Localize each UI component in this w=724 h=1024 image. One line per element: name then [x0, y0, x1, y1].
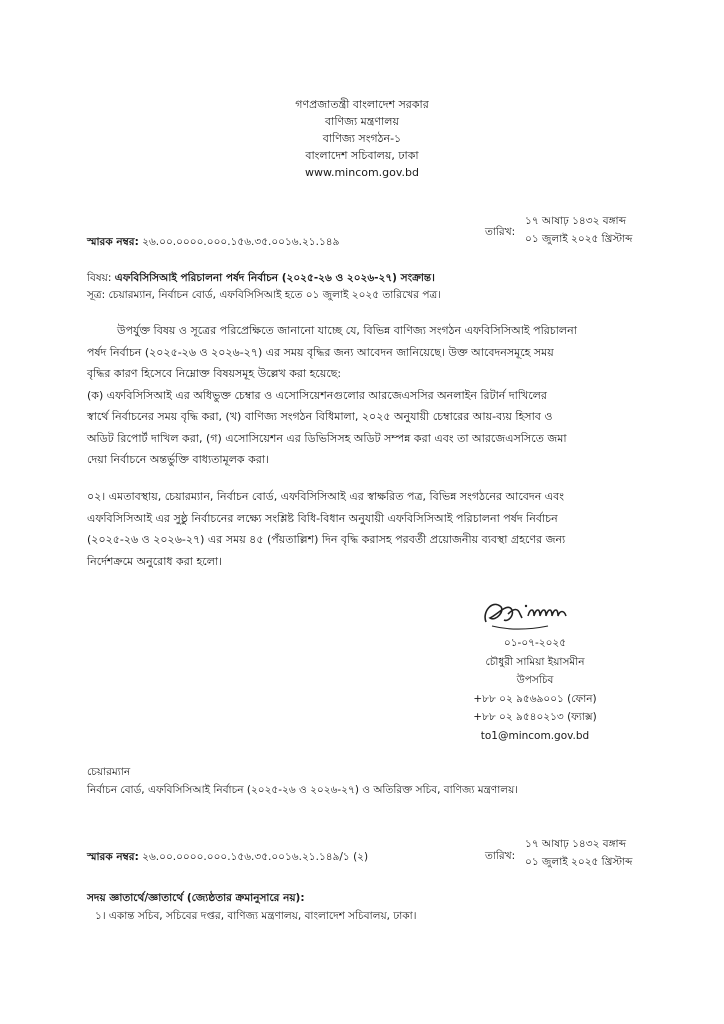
office-address: বাংলাদেশ সচিবালয়, ঢাকা: [305, 149, 419, 162]
website-link[interactable]: www.mincom.gov.bd: [304, 166, 420, 179]
date-label-2: তারিখ:: [485, 850, 516, 862]
paragraph-line: স্বার্থে নির্বাচনের সময় বৃদ্ধি করা, (খ) বাণিজ্য সংগঠন বিধিমালা, ২০২৫ অনুযায়ী চেম্বারের আয়-ব্যয় হিসাব ও: [87, 410, 553, 423]
recipient-detail: নির্বাচন বোর্ড, এফবিসিসিআই নির্বাচন (২০২৫-২৬ ও ২০২৬-২৭) ও অতিরিক্ত সচিব, বাণিজ্য মন্ত্রণালয়।: [87, 784, 519, 796]
paragraph-line: দেয়া নির্বাচনে অন্তর্ভুক্তি বাধ্যতামূলক করা।: [87, 453, 269, 466]
subject-block: [87, 270, 647, 304]
reference-label: সূত্র:: [87, 289, 106, 301]
body-paragraph-2: [87, 486, 647, 572]
signature-block: [455, 634, 615, 745]
paragraph-line: ০২। এমতাবস্থায়, চেয়ারম্যান, নির্বাচন বোর্ড, এফবিসিসিআই এর স্বাক্ষরিত পত্র, বিভিন্ন সংগঠনের আবেদন এবং: [87, 490, 564, 503]
date-block: [525, 212, 632, 248]
body-paragraph-1: [87, 320, 647, 471]
ministry-name: বাণিজ্য মন্ত্রণালয়: [325, 115, 399, 128]
paragraph-line: পর্ষদ নির্বাচন (২০২৫-২৬ ও ২০২৬-২৭) এর সময় বৃদ্ধির জন্য আবেদন জানিয়েছে। উক্ত আবেদনসমূহে সময়: [87, 345, 554, 359]
paragraph-line: (২০২৫-২৬ ও ২০২৬-২৭) এর সময় ৪৫ (পঁয়তাল্লিশ) দিন বৃদ্ধি করাসহ পরবর্তী প্রয়োজনীয় ব্যবস্থা গ্রহণের জন্য: [87, 533, 566, 546]
letterhead: [0, 96, 724, 181]
phone-number: +৮৮ ০২ ৯৫৬৯০০১ (ফোন): [473, 692, 597, 705]
memo-number-line-2: [87, 850, 368, 867]
division-name: বাণিজ্য সংগঠন-১: [322, 132, 402, 145]
date-bangla-2: ১৭ আষাঢ় ১৪৩২ বঙ্গাব্দ: [525, 838, 626, 850]
date-english-2: ০১ জুলাই ২০২৫ খ্রিস্টাব্দ: [525, 856, 633, 868]
subject-line: [87, 270, 647, 287]
paragraph-line: বৃদ্ধির কারণ হিসেবে নিম্নোক্ত বিষয়সমূহ উল্লেখ করা হয়েছে:: [87, 367, 342, 380]
memo-label-2: স্মারক নম্বর:: [87, 851, 139, 863]
paragraph-line: নির্দেশক্রমে অনুরোধ করা হলো।: [87, 554, 223, 568]
date-label: তারিখ:: [485, 226, 516, 238]
paragraph-line: অডিট রিপোর্ট দাখিল করা, (গ) এসোসিয়েশন এর ডিভিসিসহ অডিট সম্পন্ন করা এবং তা আরজেএসসিতে জমা: [87, 431, 567, 445]
distribution-heading: সদয় জ্ঞাতার্থে/জ্ঞাতার্থে (জ্যেষ্ঠতার ক্রমানুসারে নয়):: [87, 892, 305, 904]
subject-text: এফবিসিসিআই পরিচালনা পর্ষদ নির্বাচন (২০২৫-২৬ ও ২০২৬-২৭) সংক্রান্ত।: [114, 272, 435, 284]
memo-label: স্মারক নম্বর:: [87, 236, 139, 248]
subject-label: বিষয়:: [87, 272, 112, 284]
government-name: গণপ্রজাতন্ত্রী বাংলাদেশ সরকার: [295, 98, 429, 111]
email-address[interactable]: to1@mincom.gov.bd: [480, 729, 590, 742]
reference-line: [87, 287, 647, 304]
fax-number: +৮৮ ০২ ৯৫৪০২১৩ (ফ্যাক্স): [473, 711, 597, 723]
date-block-2: [525, 835, 632, 871]
recipient-title: চেয়ারম্যান: [87, 766, 131, 778]
memo-number: ২৬.০০.০০০০.০০০.১৫৬.৩৫.০০১৬.২১.১৪৯: [142, 236, 340, 248]
distribution-item: ১। একান্ত সচিব, সচিবের দপ্তর, বাণিজ্য মন্ত্রণালয়, বাংলাদেশ সচিবালয়, ঢাকা।: [95, 910, 417, 922]
signatory-designation: উপসচিব: [516, 674, 554, 686]
recipient-block: [87, 763, 647, 799]
memo-number-line: [87, 235, 339, 252]
reference-text: চেয়ারম্যান, নির্বাচন বোর্ড, এফবিসিসিআই হতে ০১ জুলাই ২০২৫ তারিখের পত্র।: [108, 289, 441, 301]
signatory-name: চৌধুরী সামিয়া ইয়াসমীন: [485, 655, 585, 668]
date-bangla: ১৭ আষাঢ় ১৪৩২ বঙ্গাব্দ: [525, 215, 626, 227]
distribution-block: [87, 889, 647, 925]
paragraph-line: (ক) এফবিসিসিআই এর অধিভুক্ত চেম্বার ও এসোসিয়েশনগুলোর আরজেএসসির অনলাইন রিটার্ন দাখিলের: [87, 388, 547, 402]
handwritten-signature: [478, 592, 588, 634]
paragraph-line: এফবিসিসিআই এর সুষ্ঠু নির্বাচনের লক্ষ্যে সংশ্লিষ্ট বিধি-বিধান অনুযায়ী এফবিসিসিআই পরিচালনা পর্ষদ নির্বাচন: [87, 511, 558, 525]
paragraph-line: উপর্যুক্ত বিষয় ও সূত্রের পরিপ্রেক্ষিতে জানানো যাচ্ছে যে, বিভিন্ন বাণিজ্য সংগঠন এফবিসিসিআই পরিচালনা: [117, 324, 577, 337]
date-english: ০১ জুলাই ২০২৫ খ্রিস্টাব্দ: [525, 233, 633, 245]
signature-date: ০১-০৭-২০২৫: [503, 637, 567, 649]
memo-number-2: ২৬.০০.০০০০.০০০.১৫৬.৩৫.০০১৬.২১.১৪৯/১ (২): [142, 851, 369, 863]
